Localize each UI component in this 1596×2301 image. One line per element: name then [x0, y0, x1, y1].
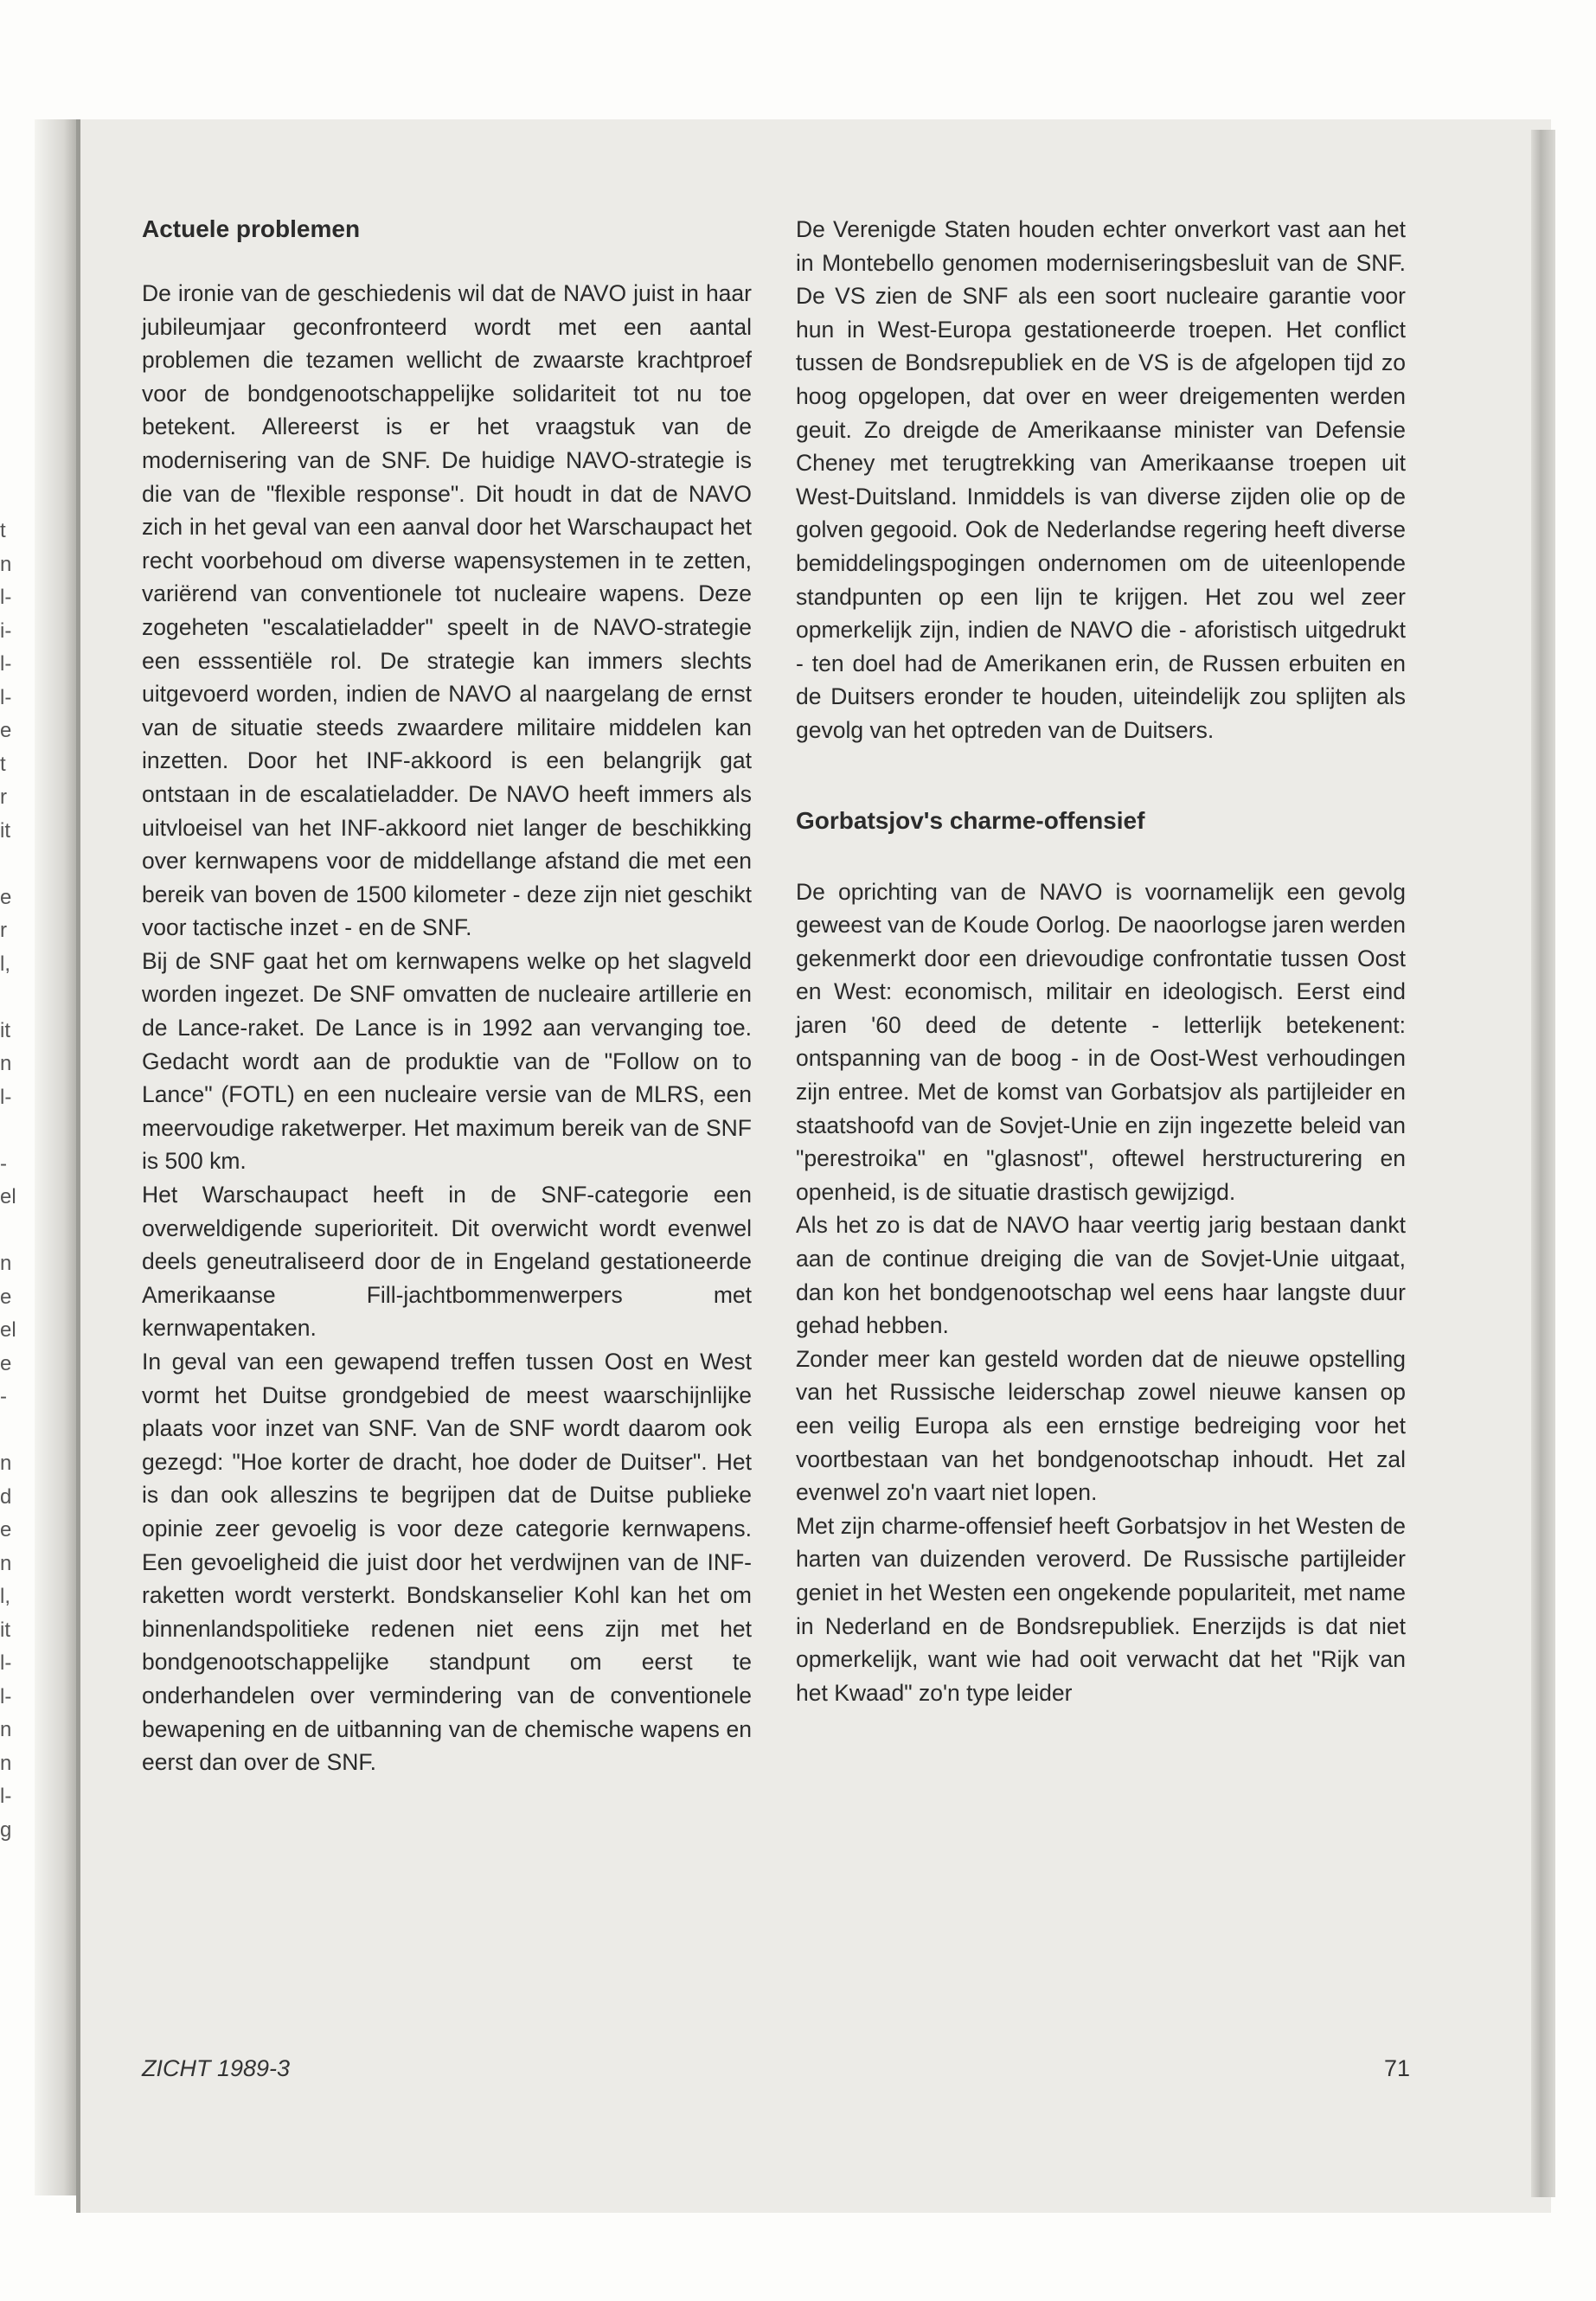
page-edge [1531, 130, 1555, 2197]
book-binding [35, 119, 76, 2195]
paragraph: De Verenigde Staten houden echter onverkort vast aan het in Montebello genomen moderniseringsbesluit van de SNF. De VS zien de SNF als een soort nucleaire garantie voor hun in West-Europa gestationeerde troepen. Het conflict tussen de Bondsrepubliek en de VS is de afgelopen tijd zo hoog opgelopen, dat over en weer dreigementen werden geuit. Zo dreigde de Amerikaanse minister van Defensie Cheney met terugtrekking van Amerikaanse troepen uit West-Duitsland. Inmiddels is van diverse zijden olie op de golven gegooid. Ook de Nederlandse regering heeft diverse bemiddelingspogingen ondernomen om de uiteenlopende standpunten op een lijn te krijgen. Het zou wel zeer opmerkelijk zijn, indien de NAVO die - aforistisch uitgedrukt - ten doel had de Amerikanen erin, de Russen erbuiten en de Duitsers eronder te houden, uiteindelijk zou splijten als gevolg van het optreden van de Duitsers. [796, 216, 1406, 743]
journal-footer: ZICHT 1989-3 [142, 2055, 291, 2081]
left-column [142, 213, 752, 1779]
facing-page-fragments: t n l- i- l- l- e t r it e r l, it n l- - el n e el e - n d e n l, it l- l- n n l- g [0, 519, 16, 1842]
page-number: 71 [1384, 2055, 1411, 2081]
right-column [796, 213, 1406, 1709]
paragraph: Met zijn charme-offensief heeft Gorbatsjov in het Westen de harten van duizenden veroverd. De Russische partijleider geniet in het Westen een ongekende populariteit, met name in Nederland en de Bondsrepubliek. Enerzijds is dat niet opmerkelijk, want wie had ooit verwacht dat het "Rijk van het Kwaad" zo'n type leider [796, 1512, 1406, 1706]
paragraph: Als het zo is dat de NAVO haar veertig jarig bestaan dankt aan de continue dreiging die van de Sovjet-Unie uitgaat, dan kon het bondgenootschap wel eens haar langste duur gehad hebben. [796, 1212, 1406, 1339]
paragraph: In geval van een gewapend treffen tussen Oost en West vormt het Duitse grondgebied de meest waarschijnlijke plaats voor inzet van SNF. Van de SNF wordt daarom ook gezegd: "Hoe korter de dracht, hoe doder de Duitser". Het is dan ook alleszins te begrijpen dat de Duitse publieke opinie zeer gevoelig is voor deze categorie kernwapens. Een gevoeligheid die juist door het verdwijnen van de INF-raketten wordt versterkt. Bondskanselier Kohl kan het om binnenlandspolitieke redenen niet eens zijn met het bondgenootschappelijke standpunt om eerst te onderhandelen over vermindering van de conventionele bewapening en de uitbanning van de chemische wapens en eerst dan over de SNF. [142, 1349, 752, 1776]
paragraph: Het Warschaupact heeft in de SNF-categorie een overweldigende superioriteit. Dit overwicht wordt evenwel deels geneutraliseerd door de in Engeland gestationeerde Amerikaanse Fill-jachtbommenwerpers met kernwapentaken. [142, 1182, 752, 1342]
section-heading-gorbatsjov: Gorbatsjov's charme-offensief [796, 806, 1145, 834]
paragraph: De ironie van de geschiedenis wil dat de NAVO juist in haar jubileumjaar geconfronteerd wordt met een aantal problemen die tezamen wellicht de zwaarste krachtproef voor de bondgenootschappelijke solidariteit tot nu toe betekent. Allereerst is er het vraagstuk van de modernisering van de SNF. De huidige NAVO-strategie is die van de "flexible response". Dit houdt in dat de NAVO zich in het geval van een aanval door het Warschaupact het recht voorbehoud om diverse wapensystemen in te zetten, variërend van conventionele tot nucleaire wapens. Deze zogeheten "escalatieladder" speelt in de NAVO-strategie een esssentiële rol. De strategie kan immers slechts uitgevoerd worden, indien de NAVO al naargelang de ernst van de situatie steeds zwaardere militaire middelen kan inzetten. Door het INF-akkoord is een belangrijk gat ontstaan in de escalatieladder. De NAVO heeft immers als uitvloeisel van het INF-akkoord niet langer de beschikking over kernwapens voor de middellange afstand die met een bereik van boven de 1500 kilometer - deze zijn niet geschikt voor tactische inzet - en de SNF. [142, 280, 752, 941]
section-heading-actuele-problemen: Actuele problemen [142, 215, 361, 242]
paragraph: De oprichting van de NAVO is voornamelijk een gevolg geweest van de Koude Oorlog. De naoorlogse jaren werden gekenmerkt door een drievoudige confrontatie tussen Oost en West: economisch, militair en ideologisch. Eerst eind jaren '60 deed de detente - letterlijk betekenent: ontspanning van de boog - in de Oost-West verhoudingen zijn entree. Met de komst van Gorbatsjov als partijleider en staatshoofd van de Sovjet-Unie en zijn ingezette beleid van "perestroika" en "glasnost", oftewel herstructurering en openheid, is de situatie drastisch gewijzigd. [796, 878, 1406, 1205]
paragraph: Bij de SNF gaat het om kernwapens welke op het slagveld worden ingezet. De SNF omvatten de nucleaire artillerie en de Lance-raket. De Lance is in 1992 aan vervanging toe. Gedacht wordt aan de produktie van de "Follow on to Lance" (FOTL) en een nucleaire versie van de MLRS, een meervoudige raketwerper. Het maximum bereik van de SNF is 500 km. [142, 947, 752, 1175]
paragraph: Zonder meer kan gesteld worden dat de nieuwe opstelling van het Russische leiderschap zowel nieuwe kansen op een veilig Europa als een ernstige bedreiging voor het voortbestaan van het bondgenootschap inhoudt. Het zal evenwel zo'n vaart niet lopen. [796, 1345, 1406, 1506]
